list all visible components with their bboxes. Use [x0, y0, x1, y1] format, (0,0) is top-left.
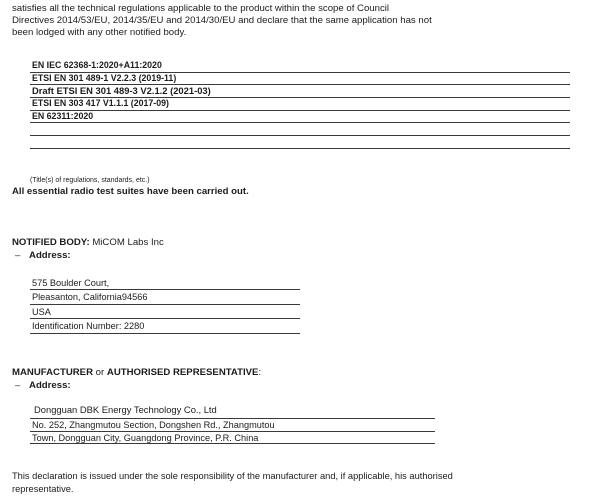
standard-item: ETSI EN 303 417 V1.1.1 (2017-09) — [30, 98, 570, 111]
manufacturer-address-label: Address: — [29, 380, 71, 391]
standards-list — [30, 60, 570, 149]
notified-body-address — [30, 276, 300, 334]
dash: – — [15, 250, 21, 261]
intro-line-3: been lodged with any other notified body. — [12, 27, 187, 38]
closing-line-1: This declaration is issued under the sole responsibility of the manufacturer and, if applicable, his authorised — [12, 471, 453, 481]
manufacturer-line — [12, 367, 261, 379]
dash: – — [15, 380, 21, 391]
closing-line-2: representative. — [12, 484, 74, 494]
standard-item-blank — [30, 136, 570, 149]
standard-item: Draft ETSI EN 301 489-3 V2.1.2 (2021-03) — [30, 85, 570, 98]
address-line: Pleasanton, California94566 — [30, 290, 300, 304]
manufacturer-heading: MANUFACTURER — [12, 367, 94, 378]
manufacturer-name: Dongguan DBK Energy Technology Co., Ltd — [34, 404, 217, 415]
address-line: 575 Boulder Court, — [30, 276, 300, 290]
standards-caption: (Title(s) of regulations, standards, etc.) — [30, 177, 150, 184]
address-line: No. 252, Zhangmutou Section, Dongshen Rd., Zhangmutou — [30, 419, 435, 432]
intro-line-1: satisfies all the technical regulations applicable to the product within the scope of Council — [12, 3, 390, 14]
address-line: Identification Number: 2280 — [30, 319, 300, 333]
notified-body-address-line — [15, 250, 71, 262]
manufacturer-address — [30, 418, 435, 444]
manufacturer-address-line — [15, 380, 71, 392]
standard-item-blank — [30, 123, 570, 136]
notified-body-heading: NOTIFIED BODY: — [12, 237, 90, 248]
notified-body-address-label: Address: — [29, 250, 71, 261]
standard-item: ETSI EN 301 489-1 V2.2.3 (2019-11) — [30, 73, 570, 86]
radio-test-statement: All essential radio test suites have been carried out. — [12, 186, 249, 197]
manufacturer-or: or — [93, 367, 107, 378]
authorised-representative-heading: AUTHORISED REPRESENTATIVE — [106, 367, 259, 378]
notified-body-name: MiCOM Labs Inc — [92, 237, 164, 248]
address-line: USA — [30, 305, 300, 319]
standard-item: EN 62311:2020 — [30, 111, 570, 124]
notified-body-line — [12, 237, 164, 249]
heading-colon: : — [258, 367, 262, 378]
address-line: Town, Dongguan City, Guangdong Province, P.R. China — [30, 432, 435, 445]
intro-line-2: Directives 2014/53/EU, 2014/35/EU and 2014/30/EU and declare that the same application has not — [12, 15, 432, 26]
standard-item: EN IEC 62368-1:2020+A11:2020 — [30, 60, 570, 73]
